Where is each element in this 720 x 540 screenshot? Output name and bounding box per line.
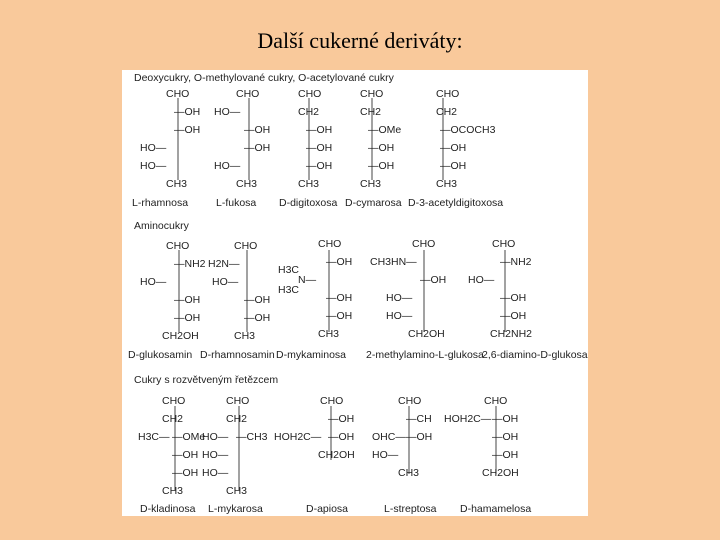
group-label: —OMe (368, 124, 402, 136)
group-label: CH3 (318, 328, 340, 340)
group-label: —OH (174, 124, 201, 136)
group-label: —NH2 (174, 258, 206, 270)
group-label: H2N— (208, 258, 240, 270)
group-label: —OH (244, 294, 271, 306)
group-label: —OH (368, 142, 395, 154)
group-label: CHO (162, 395, 186, 407)
group-label: —OH (492, 413, 519, 425)
section-heading-amino: Aminocukry (134, 220, 189, 232)
group-label: N— (298, 274, 317, 286)
group-label: —OH (440, 142, 467, 154)
group-label: CH3 (234, 330, 256, 342)
group-label: CHO (318, 238, 342, 250)
group-label: CH3 (360, 178, 382, 190)
caption: 2-methylamino-L-glukosa (366, 349, 484, 361)
group-label: HO— (140, 160, 167, 172)
caption: L-rhamnosa (132, 197, 189, 209)
group-label: CH2OH (408, 328, 445, 340)
group-label: HO— (202, 467, 229, 479)
group-label: —OH (328, 413, 355, 425)
caption: D-glukosamin (128, 349, 193, 361)
group-label: CHO (360, 88, 384, 100)
caption: D-mykaminosa (276, 349, 347, 361)
group-label: HO— (202, 449, 229, 461)
caption: D-hamamelosa (460, 503, 532, 515)
group-label: —OH (244, 124, 271, 136)
group-label: CHO (484, 395, 508, 407)
group-label: —OH (500, 292, 527, 304)
group-label: —OH (420, 274, 447, 286)
caption: L-fukosa (216, 197, 257, 209)
group-label: CH3 (236, 178, 258, 190)
group-label: —OH (326, 310, 353, 322)
group-label: HO— (386, 310, 413, 322)
group-label: OHC— (372, 431, 406, 443)
group-label: —OCOCH3 (440, 124, 496, 136)
group-label: —OH (326, 256, 353, 268)
group-label: CH3 (162, 485, 184, 497)
group-label: —OH (306, 124, 333, 136)
section-heading-deoxy: Deoxycukry, O-methylované cukry, O-acetylované cukry (134, 72, 394, 84)
group-label: HO— (214, 160, 241, 172)
group-label: —NH2 (500, 256, 532, 268)
group-label: HO— (212, 276, 239, 288)
group-label: —OH (306, 142, 333, 154)
group-label: —OMe (172, 431, 206, 443)
group-label: —OH (174, 106, 201, 118)
group-label: CHO (166, 88, 190, 100)
caption: D-apiosa (306, 503, 349, 515)
group-label: —OH (174, 312, 201, 324)
caption: D-cymarosa (345, 197, 402, 209)
group-label: —OH (492, 449, 519, 461)
group-label: CHO (234, 240, 258, 252)
group-label: —OH (328, 431, 355, 443)
group-label: CH3 (166, 178, 188, 190)
group-label: CH3 (398, 467, 420, 479)
group-label: HO— (140, 276, 167, 288)
group-label: CHO (492, 238, 516, 250)
group-label: —OH (172, 467, 199, 479)
group-label: —OH (244, 142, 271, 154)
caption: L-mykarosa (208, 503, 263, 515)
group-label: CHO (298, 88, 322, 100)
group-label: HO— (468, 274, 495, 286)
group-label: —CH3 (236, 431, 268, 443)
group-label: —OH (174, 294, 201, 306)
group-label: HO— (140, 142, 167, 154)
group-label: —OH (172, 449, 199, 461)
group-label: CHO (436, 88, 460, 100)
caption: L-streptosa (384, 503, 437, 515)
group-label: —OH (326, 292, 353, 304)
caption: D-digitoxosa (279, 197, 338, 209)
caption: D-rhamnosamin (200, 349, 275, 361)
group-label: CHO (166, 240, 190, 252)
section-heading-branched: Cukry s rozvětveným řetězcem (134, 374, 279, 386)
group-label: CHO (226, 395, 250, 407)
group-label: HOH2C— (274, 431, 322, 443)
group-label: H3C (278, 284, 300, 296)
group-label: HO— (202, 431, 229, 443)
group-label: CHO (412, 238, 436, 250)
group-label: CH2 (226, 413, 248, 425)
group-label: CH2OH (482, 467, 519, 479)
caption: 2,6-diamino-D-glukosa (482, 349, 588, 361)
group-label: —OH (492, 431, 519, 443)
group-label: H3C— (138, 431, 170, 443)
group-label: —OH (500, 310, 527, 322)
group-label: —OH (306, 160, 333, 172)
group-label: CH2 (298, 106, 320, 118)
group-label: H3C (278, 264, 300, 276)
group-label: —OH (244, 312, 271, 324)
group-label: CH2 (436, 106, 458, 118)
group-label: CH3 (298, 178, 320, 190)
group-label: CH2 (162, 413, 184, 425)
group-label: CHO (398, 395, 422, 407)
group-label: CH2 (360, 106, 382, 118)
group-label: CH2OH (318, 449, 355, 461)
slide-title: Další cukerné deriváty: (257, 28, 463, 53)
group-label: —OH (440, 160, 467, 172)
group-label: CH2OH (162, 330, 199, 342)
group-label: CH3HN— (370, 256, 417, 268)
group-label: CHO (320, 395, 344, 407)
group-label: HOH2C— (444, 413, 492, 425)
group-label: —OH (368, 160, 395, 172)
group-label: CHO (236, 88, 260, 100)
caption: D-3-acetyldigitoxosa (408, 197, 504, 209)
group-label: HO— (214, 106, 241, 118)
caption: D-kladinosa (140, 503, 196, 515)
group-label: —OH (406, 431, 433, 443)
group-label: HO— (372, 449, 399, 461)
group-label: CH2NH2 (490, 328, 533, 340)
group-label: CH3 (436, 178, 458, 190)
group-label: CH3 (226, 485, 248, 497)
group-label: —CH (406, 413, 432, 425)
sugar-derivatives-figure (122, 70, 588, 516)
group-label: HO— (386, 292, 413, 304)
